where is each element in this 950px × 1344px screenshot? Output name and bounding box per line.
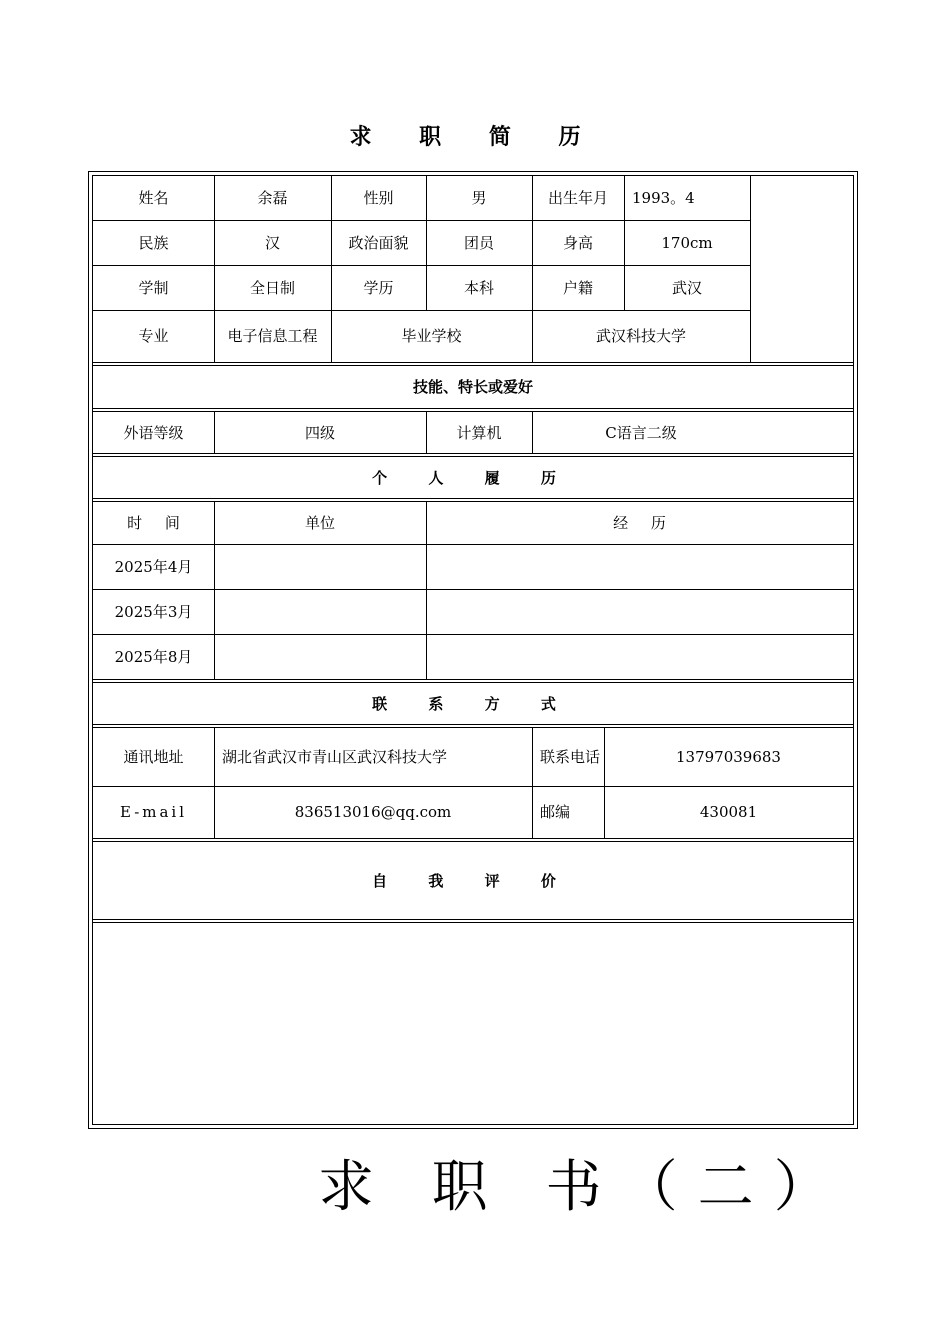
school-label: 毕业学校 <box>401 327 462 345</box>
resume-table <box>88 171 858 1129</box>
name-label: 姓名 <box>138 189 169 207</box>
history-row-time: 2025年3月 <box>114 602 193 621</box>
major-value: 电子信息工程 <box>227 327 318 345</box>
self-eval-header: 自 我 评 价 <box>372 871 574 890</box>
history-col-unit: 单位 <box>304 514 335 532</box>
history-row-unit <box>214 544 426 589</box>
history-row-unit <box>214 589 426 634</box>
education-value: 本科 <box>463 278 494 297</box>
school-value: 武汉科技大学 <box>595 327 686 345</box>
language-label: 外语等级 <box>123 423 184 442</box>
history-row-time: 2025年8月 <box>114 647 193 666</box>
system-value: 全日制 <box>249 278 295 297</box>
skills-header: 技能、特长或爱好 <box>412 378 533 396</box>
postcode-label: 邮编 <box>540 803 571 821</box>
language-value: 四级 <box>304 423 335 442</box>
history-row-time: 2025年4月 <box>114 557 193 576</box>
system-label: 学制 <box>138 278 169 297</box>
history-row-experience <box>426 544 853 589</box>
political-value: 团员 <box>463 233 494 252</box>
education-label: 学历 <box>363 278 394 297</box>
gender-label: 性别 <box>363 189 394 207</box>
ethnicity-label: 民族 <box>138 233 169 252</box>
page-title: 求 职 简 历 <box>349 124 601 150</box>
cover-letter-title: 求 职 书（二） <box>318 1155 850 1220</box>
gender-value: 男 <box>471 189 487 207</box>
history-col-time: 时 间 <box>127 514 180 532</box>
ethnicity-value: 汉 <box>264 233 280 252</box>
email-value: 836513016@qq.com <box>294 803 452 821</box>
computer-label: 计算机 <box>456 423 502 442</box>
history-row-unit <box>214 634 426 679</box>
hukou-value: 武汉 <box>671 278 702 297</box>
history-row-experience <box>426 634 853 679</box>
birth-label: 出生年月 <box>547 189 608 207</box>
hukou-label: 户籍 <box>562 278 593 297</box>
computer-value: C语言二级 <box>605 423 677 442</box>
height-value: 170cm <box>661 233 713 252</box>
postcode-value: 430081 <box>699 803 758 821</box>
major-label: 专业 <box>138 327 169 345</box>
self-eval-content <box>93 923 853 1124</box>
history-header: 个 人 履 历 <box>372 468 574 487</box>
address-label: 通讯地址 <box>123 748 184 766</box>
birth-value: 1993。4 <box>632 189 695 207</box>
history-col-experience: 经 历 <box>613 514 666 532</box>
history-row-experience <box>426 589 853 634</box>
phone-label: 联系电话 <box>540 748 601 766</box>
contact-header: 联 系 方 式 <box>372 694 574 713</box>
name-value: 余磊 <box>257 189 288 207</box>
political-label: 政治面貌 <box>348 233 409 252</box>
email-label: E-mail <box>119 803 188 821</box>
address-value: 湖北省武汉市青山区武汉科技大学 <box>222 748 448 766</box>
phone-value: 13797039683 <box>676 748 781 766</box>
height-label: 身高 <box>562 233 593 252</box>
resume-table-inner <box>92 175 854 1125</box>
